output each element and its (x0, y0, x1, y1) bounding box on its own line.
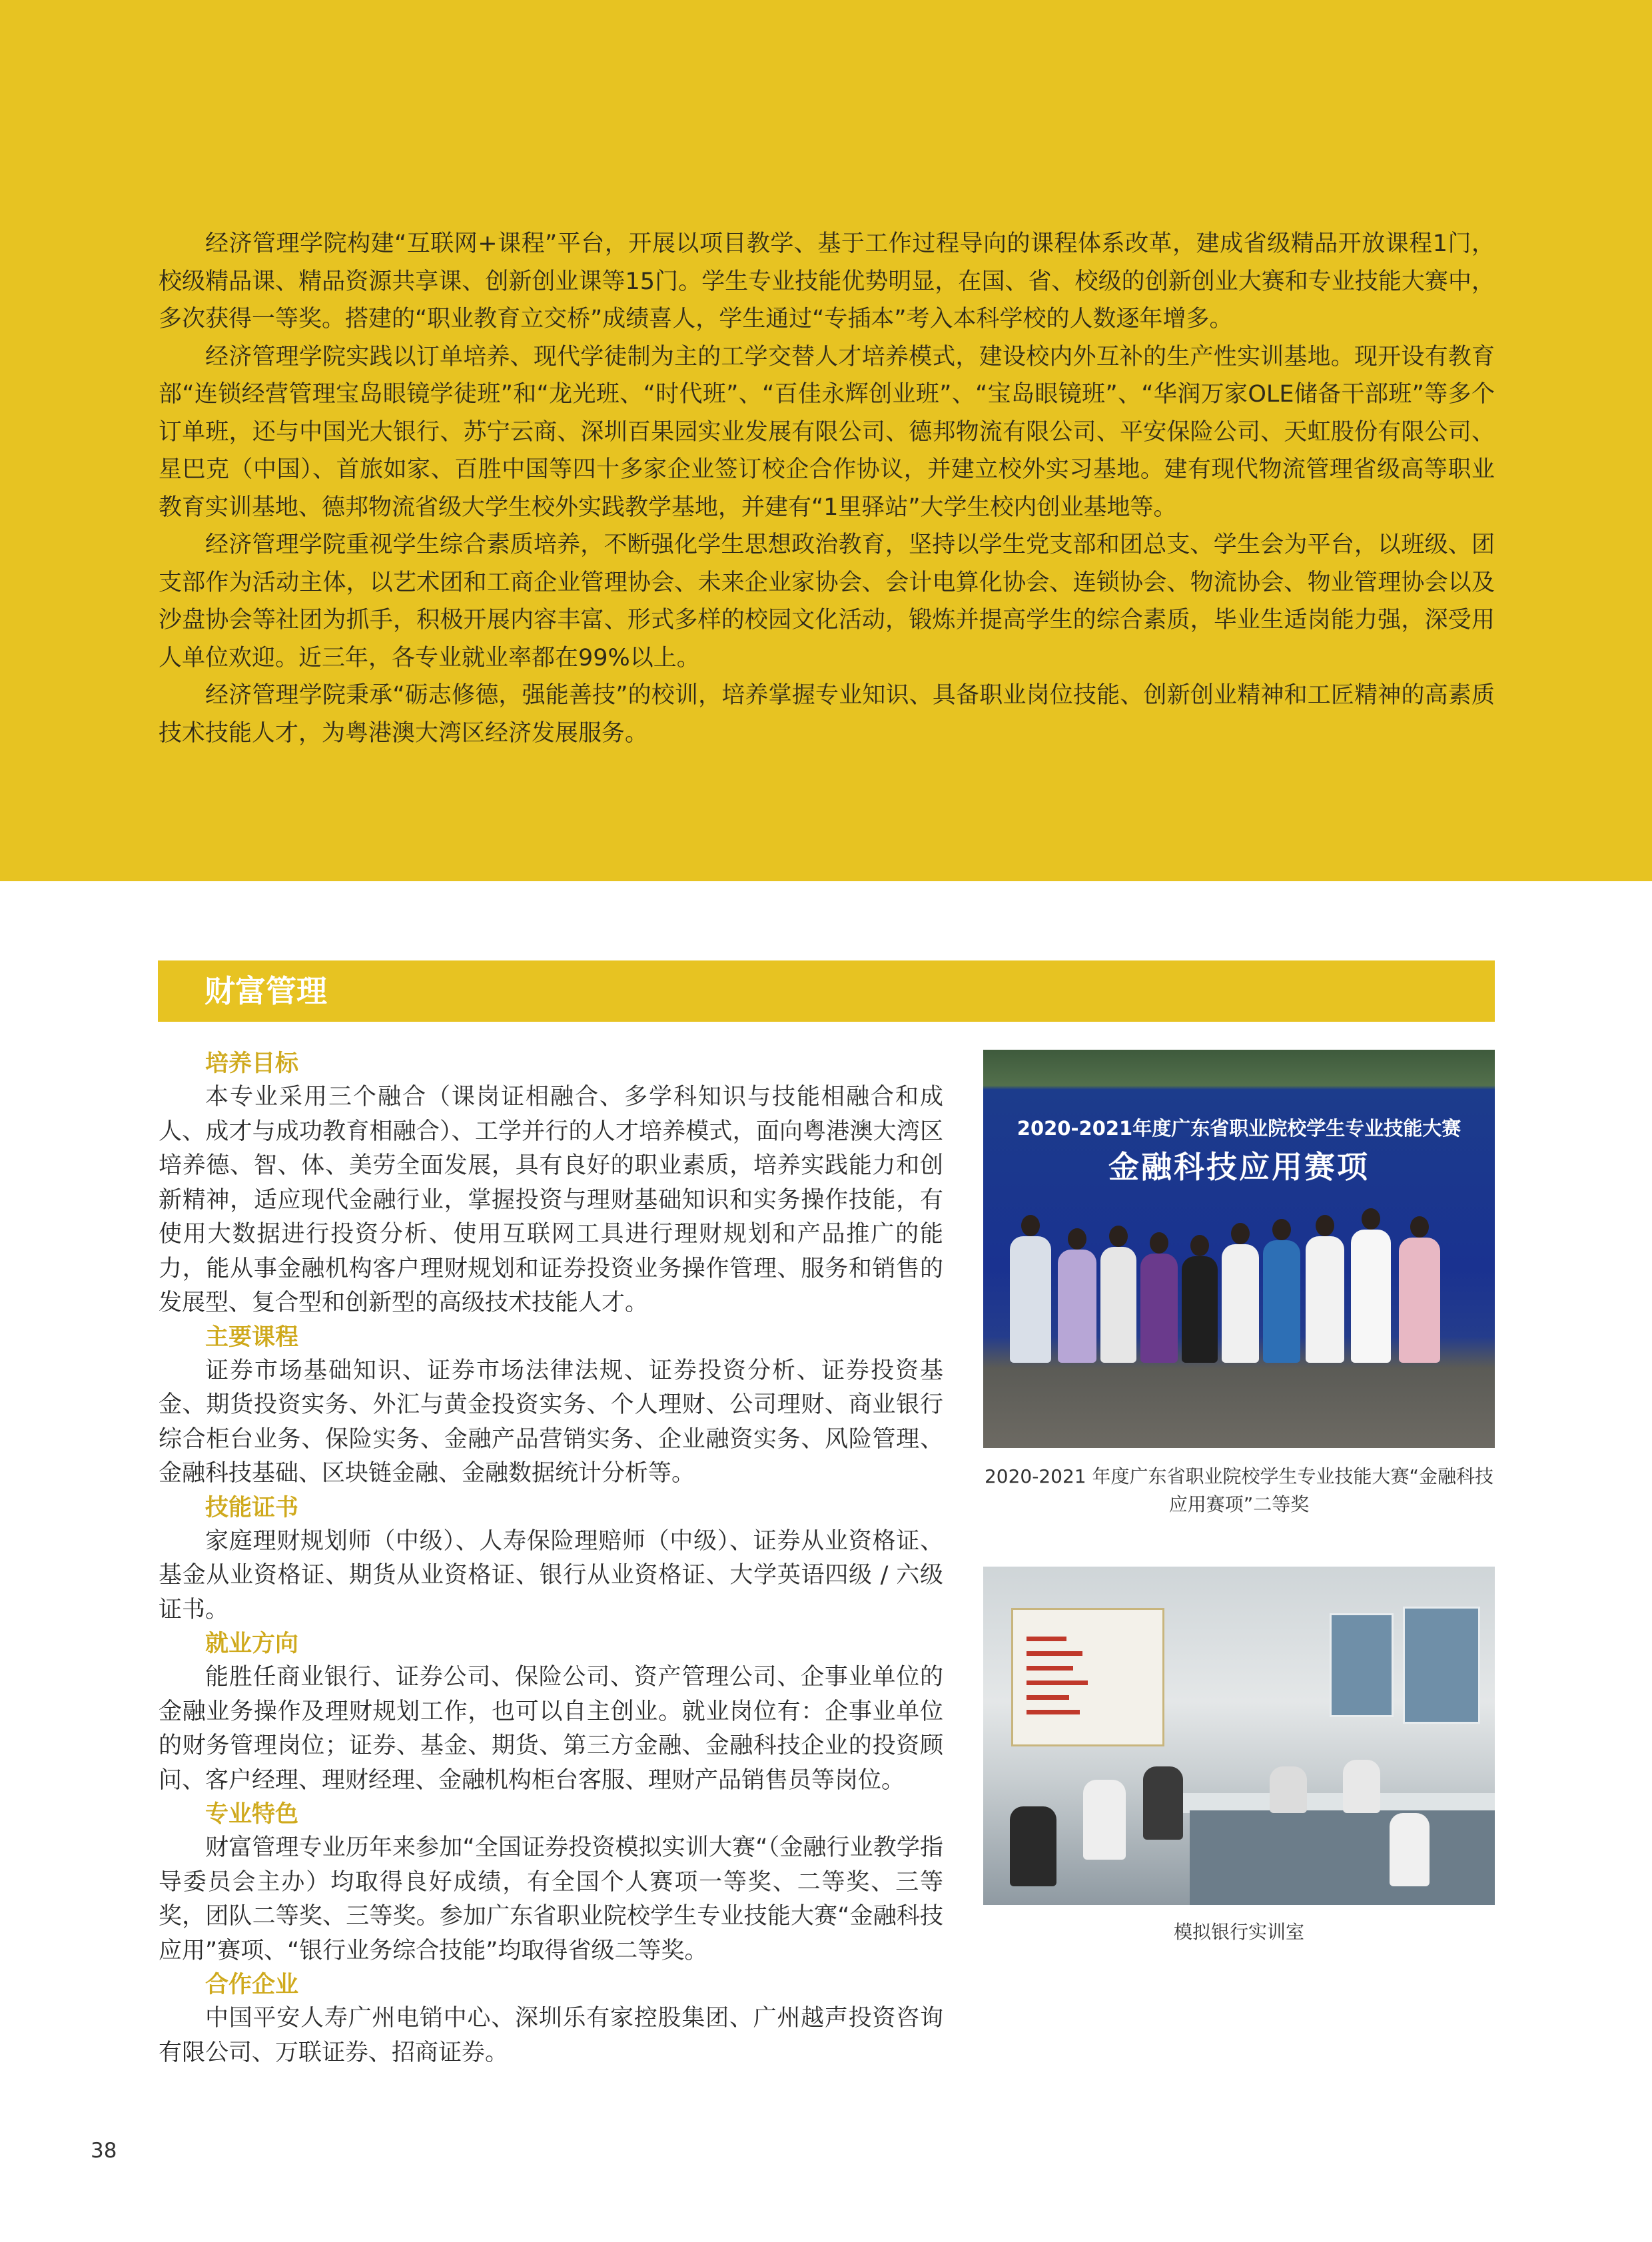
major-details (159, 1047, 943, 2070)
intro-text (159, 225, 1495, 752)
page-number: 38 (91, 2139, 117, 2163)
person-silhouette (1010, 1236, 1051, 1363)
person-silhouette (1343, 1760, 1380, 1813)
intro-paragraph: 经济管理学院重视学生综合素质培养，不断强化学生思想政治教育，坚持以学生党支部和团总支、学生会为平台，以班级、团支部作为活动主体，以艺术团和工商企业管理协会、未来企业家协会、会计电算化协会、连锁协会、物流协会、物业管理协会以及沙盘协会等社团为抓手，积极开展内容丰富、形式多样的校园文化活动，锻炼并提高学生的综合素质，毕业生适岗能力强，深受用人单位欢迎。近三年，各专业就业率都在99%以上。 (159, 532, 1495, 671)
person-silhouette (1100, 1247, 1136, 1363)
window (1403, 1607, 1480, 1724)
person-silhouette (1143, 1766, 1183, 1840)
person-silhouette (1140, 1254, 1178, 1363)
person-head (1109, 1226, 1128, 1247)
person-head (1410, 1216, 1429, 1238)
subheading-training-goal: 培养目标 (205, 1050, 299, 1077)
intro-paragraph: 经济管理学院秉承“砺志修德，强能善技”的校训，培养掌握专业知识、具备职业岗位技能、创新创业精神和工匠精神的高素质技术技能人才，为粤港澳大湾区经济发展服务。 (159, 682, 1495, 747)
person-silhouette (1083, 1780, 1126, 1860)
section-title: 财富管理 (205, 973, 327, 1009)
window (1330, 1613, 1394, 1717)
training-goal-text: 本专业采用三个融合（课岗证相融合、多学科知识与技能相融合和成人、成才与成功教育相融合）、工学并行的人才培养模式，面向粤港澳大湾区培养德、智、体、美劳全面发展，具有良好的职业素质，培养实践能力和创新精神，适应现代金融行业，掌握投资与理财基础知识和实务操作技能，有使用大数据进行投资分析、使用互联网工具进行理财规划和产品推广的能力，能从事金融机构客户理财规划和证券投资业务操作管理、服务和销售的发展型、复合型和创新型的高级技术技能人才。 (159, 1084, 943, 1316)
person-head (1231, 1223, 1250, 1244)
subheading-main-courses: 主要课程 (205, 1323, 299, 1351)
subheading-features: 专业特色 (205, 1801, 299, 1828)
subheading-careers: 就业方向 (205, 1631, 299, 1657)
certificates-text: 家庭理财规划师（中级）、人寿保险理赔师（中级）、证券从业资格证、基金从业资格证、期货从业资格证、银行从业资格证、大学英语四级 / 六级证书。 (159, 1527, 943, 1623)
main-courses-text: 证券市场基础知识、证券市场法律法规、证券投资分析、证券投资基金、期货投资实务、外汇与黄金投资实务、个人理财、公司理财、商业银行综合柜台业务、保险实务、金融产品营销实务、企业融资实务、风险管理、金融科技基础、区块链金融、金融数据统计分析等。 (159, 1357, 943, 1487)
banner-title-line1: 2020-2021年度广东省职业院校学生专业技能大赛 (1017, 1117, 1461, 1140)
person-silhouette (1390, 1813, 1430, 1886)
person-silhouette (1306, 1236, 1344, 1363)
competition-photo-caption: 2020-2021 年度广东省职业院校学生专业技能大赛“金融科技应用赛项”二等奖 (984, 1465, 1494, 1515)
banner-title-line2: 金融科技应用赛项 (1108, 1149, 1370, 1185)
partners-text: 中国平安人寿广州电销中心、深圳乐有家控股集团、广州越声投资咨询有限公司、万联证券、招商证券。 (159, 2005, 943, 2066)
person-head (1150, 1232, 1168, 1254)
subheading-partners: 合作企业 (205, 1972, 299, 1998)
rate-board (1011, 1608, 1164, 1746)
intro-paragraph: 经济管理学院构建“互联网+课程”平台，开展以项目教学、基于工作过程导向的课程体系改革，建成省级精品开放课程1门，校级精品课、精品资源共享课、创新创业课等15门。学生专业技能优势明显，在国、省、校级的创新创业大赛和专业技能大赛中，多次获得一等奖。搭建的“职业教育立交桥”成绩喜人，学生通过“专插本”考入本科学校的人数逐年增多。 (159, 230, 1495, 332)
section-header (158, 960, 1495, 1022)
bank-lab-photo (983, 1567, 1495, 1905)
features-text: 财富管理专业历年来参加“全国证券投资模拟实训大赛“（金融行业教学指导委员会主办）均取得良好成绩，有全国个人赛项一等奖、二等奖、三等奖，团队二等奖、三等奖。参加广东省职业院校学生专业技能大赛“金融科技应用”赛项、“银行业务综合技能”均取得省级二等奖。 (159, 1834, 943, 1964)
person-head (1272, 1219, 1291, 1240)
careers-text: 能胜任商业银行、证券公司、保险公司、资产管理公司、企事业单位的金融业务操作及理财规划工作，也可以自主创业。就业岗位有：企事业单位的财务管理岗位；证券、基金、期货、第三方金融、金融科技企业的投资顾问、客户经理、理财经理、金融机构柜台客服、理财产品销售员等岗位。 (159, 1664, 943, 1794)
person-silhouette (1351, 1230, 1391, 1363)
person-silhouette (1058, 1250, 1096, 1363)
person-silhouette (1399, 1238, 1440, 1363)
person-silhouette (1263, 1240, 1300, 1363)
person-silhouette (1010, 1806, 1056, 1886)
bank-lab-photo-caption: 模拟银行实训室 (1173, 1921, 1304, 1943)
person-silhouette (1182, 1256, 1218, 1363)
person-head (1021, 1215, 1040, 1236)
subheading-certificates: 技能证书 (205, 1494, 299, 1521)
person-silhouette (1222, 1244, 1259, 1363)
competition-photo (983, 1050, 1495, 1448)
bank-counter (1190, 1810, 1495, 1905)
person-head (1190, 1235, 1209, 1256)
intro-paragraph: 经济管理学院实践以订单培养、现代学徒制为主的工学交替人才培养模式，建设校内外互补的生产性实训基地。现开设有教育部“连锁经营管理宝岛眼镜学徒班”和“龙光班、“时代班”、“百佳永辉创业班”、“宝岛眼镜班”、“华润万家OLE储备干部班”等多个订单班，还与中国光大银行、苏宁云商、深圳百果园实业发展有限公司、德邦物流有限公司、平安保险公司、天虹股份有限公司、星巴克（中国）、首旅如家、百胜中国等四十多家企业签订校企合作协议，并建立校外实习基地。建有现代物流管理省级高等职业教育实训基地、德邦物流省级大学生校外实践教学基地，并建有“1里驿站”大学生校内创业基地等。 (159, 343, 1495, 521)
person-head (1316, 1215, 1334, 1236)
person-head (1068, 1228, 1086, 1250)
person-silhouette (1270, 1766, 1307, 1813)
person-head (1362, 1208, 1380, 1230)
